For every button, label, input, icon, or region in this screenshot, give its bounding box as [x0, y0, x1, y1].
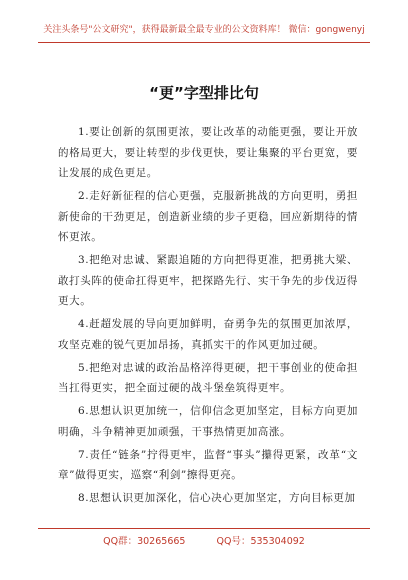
- paragraph-1: 1.要让创新的氛围更浓，要让改革的动能更强，要让开放的格局更大，要让转型的步伐更快，要让集聚的平台更宽，要让发展的成色更足。: [58, 126, 358, 179]
- paragraph-8: 8.思想认识更加深化，信心决心更加坚定，方向目标更加: [77, 492, 356, 504]
- paragraph-5: 5.把绝对忠诚的政治品格淬得更硬，把干事创业的使命担当扛得更实，把全面过硬的战斗堡垒筑得更牢。: [58, 361, 358, 394]
- footer-qq-group: QQ群：30265665: [103, 536, 186, 547]
- footer-qq-number: QQ号：535304092: [216, 536, 305, 547]
- page-footer: [0, 533, 408, 547]
- page-header: 关注头条号"公文研究"，获得最新最全最专业的公文资料库！ 微信：gongwenyj: [43, 25, 365, 35]
- paragraph-2: 2.走好新征程的信心更强，克服新挑战的方向更明，勇担新使命的干劲更足，创造新业绩的步子更稳，回应新期待的情怀更浓。: [58, 190, 358, 243]
- paragraph-7: 7.责任“链条”拧得更牢，监督“事头”攥得更紧，改革“文章”做得更实，巡察“利剑”擦得更亮。: [58, 448, 358, 481]
- document-title: “更”字型排比句: [149, 84, 259, 102]
- paragraph-3: 3.把绝对忠诚、紧跟追随的方向把得更准，把勇挑大梁、敢打头阵的使命扛得更牢，把探路先行、实干争先的步伐迈得更大。: [58, 254, 358, 307]
- paragraph-6: 6.思想认识更加统一，信仰信念更加坚定，目标方向更加明确，斗争精神更加顽强，干事热情更加高涨。: [58, 405, 358, 438]
- footer-divider: [38, 528, 370, 529]
- document-body: [58, 122, 358, 511]
- header-divider: [38, 42, 370, 43]
- paragraph-4: 4.赶超发展的导向更加鲜明，奋勇争先的氛围更加浓厚，攻坚克难的锐气更加昂扬，真抓实干的作风更加过硬。: [58, 318, 358, 351]
